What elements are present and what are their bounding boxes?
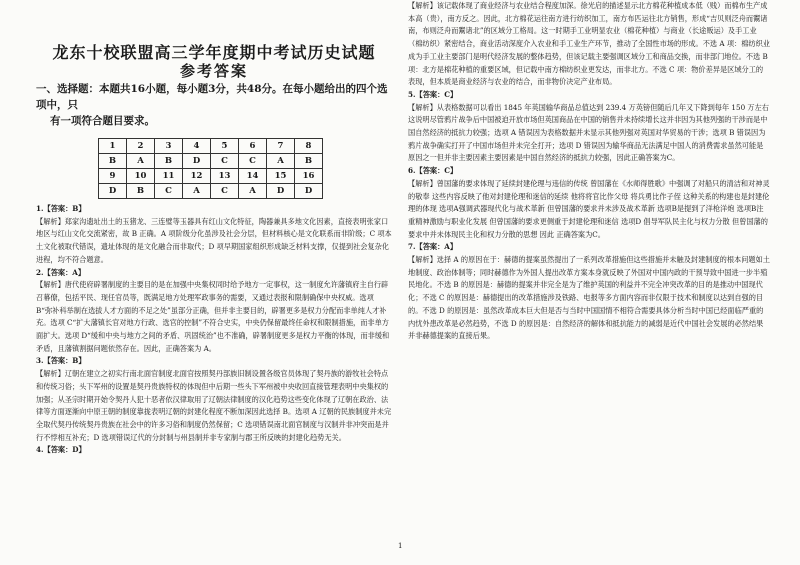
answer-cell: 11 [155, 169, 183, 184]
page-title: 龙东十校联盟高三学年度期中考试历史试题 [52, 43, 376, 62]
answer-cell: B [295, 154, 323, 169]
explanation-3: 【解析】辽朝在建立之初实行南北面官制度北面官按照契丹部族旧制设置各级官员体现了契丹族的游牧社会特点和传统习俗；头下军州的设置是契丹贵族特权的体现但中后期一些头下军州被中央收回直接管理表明中央集权的加强；从圣宗时期开始令契丹人犯十恶者依汉律取用了辽朝法律制度的汉化趋势这些变化体现了辽朝在政治、法律等方面逐渐向中原王朝的制度靠拢表明辽朝的封建化程度不断加深因此选择 B。选项 A 辽朝的民族制度并未完全取代契丹传统契丹贵族在社会中的许多习俗和制度仍然保留；C 选项错误南北面官制度与汉制并非冲突而是并行不悖相互补充；D 选项错误辽代的分封制与州县制并非专家制与郡王所反映的封建化趋势无关。 [36, 369, 392, 442]
answer-cell: 5 [211, 139, 239, 154]
answer-cell: D [267, 184, 295, 199]
answer-heading-6: 6.【答案：C】 [408, 166, 458, 176]
answer-cell: 7 [267, 139, 295, 154]
answer-cell: 6 [239, 139, 267, 154]
answer-table-row [99, 154, 323, 169]
section-heading-line2: 有一项符合题目要求。 [50, 115, 155, 127]
explanation-7: 【解析】选择 A 的原因在于：赫德的提案虽然提出了一系列改革措施但这些措施并未触及封建制度的根本问题如土地制度、政治体制等；同时赫德作为外国人提出改革方案本身就反映了外国对中国内政的干预导致中国进一步半殖民地化。不选 B 的原因是：赫德的提案并非完全是为了维护英国的利益并不完全冲突改革的目的是推动中国现代化；不选 C 的原因是：赫德提出的改革措施涉及铁路、电报等多方面内容而非仅限于技术和制度以达到自强的目的。不选 D 的原因是：虽然改革成本巨大但是否与当时中国国情不相符合需要具体分析当时中国已经面临严重的内忧外患改革是必然趋势，不选 D 的原因是：自然经济的解体和抵抗能力的减弱是近代中国社会发展的必然结果并非赫德提案的直接后果。 [408, 255, 770, 341]
answer-cell: A [127, 154, 155, 169]
explanation-4: 【解析】该记载体现了商业经济与农业结合程度加深。徐光启的描述显示北方棉花种植成本低（贱）而棉布生产成本高（贵），南方反之。因此，北方棉花运往南方进行纺织加工，南方布匹运往北方销售，形成“吉贝则泛舟而鬻诸南，布则泛舟而鬻诸北”的区域分工格局。这一时期手工业明显农业（棉花种植）与商业（长途贩运）及手工业（棉纺织）紧密结合，商业活动深度介入农业和手工业生产环节，推动了全国性市场的形成。不选 A 项：棉纺织业成为手工业主要部门是明代经济发展的整体趋势，但该记载主要强调区域分工和商品交换，而非部门地位。不选 B 项：北方是棉花种植的重要区域，但记载中南方棉纺织业更发达，而非北方。不选 C 项：物价差异是区域分工的表现，但本质是商业经济与农业的结合，而非物价决定产业布局。 [408, 1, 770, 87]
answer-cell: C [239, 154, 267, 169]
answer-cell: 3 [155, 139, 183, 154]
answer-heading-5: 5.【答案：C】 [408, 89, 458, 99]
answer-cell: D [183, 154, 211, 169]
answer-cell: B [127, 184, 155, 199]
answer-heading-2: 2.【答案：A】 [36, 267, 86, 277]
page-subtitle: 参考答案 [179, 62, 248, 80]
answer-cell: 16 [295, 169, 323, 184]
answer-cell: 4 [183, 139, 211, 154]
answer-heading-4: 4.【答案：D】 [36, 445, 86, 455]
answer-cell: B [99, 154, 127, 169]
answer-cell: 9 [99, 169, 127, 184]
answer-cell: 14 [239, 169, 267, 184]
answer-table-row [99, 184, 323, 199]
answer-cell: 8 [295, 139, 323, 154]
answer-table-row [99, 169, 323, 184]
answer-cell: 10 [127, 169, 155, 184]
answer-cell: 1 [99, 139, 127, 154]
explanation-5: 【解析】从表格数据可以看出 1845 年英国输华商品总值达到 239.4 万英镑但随后几年又下降到每年 150 万左右这说明尽管鸦片战争后中国被迫开放市场但英国商品在中国的销售并未持续增长这并非因为其他列强的干涉而是中国自然经济的抵抗力较强；选项 A 错误因为表格数据并未显示其他列强对英国对华贸易的干涉；选项 B 错误因为鸦片战争确实打开了中国市场但并未完全打开；选项 D 错误因为输华商品无法满足中国人的消费需求虽然可能是原因之一但并非主要因素主要因素是中国自然经济的抵抗力较强，因此正确答案为C。 [408, 102, 769, 163]
section-heading-line1: 一、选择题：本题共16小题，每小题3分，共48分。在每小题给出的四个选项中，只 [36, 83, 388, 111]
page-number: 1 [398, 542, 403, 550]
answer-cell: 15 [267, 169, 295, 184]
answer-cell: C [155, 184, 183, 199]
answer-cell: B [155, 154, 183, 169]
answer-cell: A [183, 184, 211, 199]
answer-cell: A [267, 154, 295, 169]
answer-cell: D [295, 184, 323, 199]
answer-cell: D [99, 184, 127, 199]
explanation-2: 【解析】唐代使府辟署制度的主要目的是在加强中央集权同时给予地方一定事权，这一制度允许藩镇府主自行辟召幕僚，包括平民、现任官员等，既满足地方处理军政事务的需要，又通过表报和限制确保中央权威。选项 B“弥补科举制在选拔人才方面的不足之处”虽部分正确，但并非主要目的，辟署更多是权力分配而非单纯人才补充。选项 C“扩大藩镇长官对地方行政、选官的控制”不符合史实，中央仍保留最终任命权和限制措施，而非单方面扩大。选项 D“缓和中央与地方之间的矛盾、巩固统治”也不准确，辟署制度更多是权力平衡的体现，而非缓和矛盾，且藩镇割据问题依然存在。因此，正确答案为 A。 [36, 280, 390, 353]
section-heading [36, 81, 392, 129]
left-column [36, 0, 392, 457]
explanation-1: 【解析】郑家沟遗址出土的玉猪龙、三连璧等玉器具有红山文化特征，陶器兼具多地文化因素，直接表明张家口地区与红山文化交流紧密，故 B 正确。A 项阶级分化虽涉及社会分层，但材料核心是文化联系而非阶级；C 项本土文化被取代错误，遗址体现的是文化融合而非取代；D 项早期国家组织形成缺乏材料支撑，仅提到社会复杂化进程，均不符合题意。 [36, 216, 392, 264]
answer-heading-3: 3.【答案：B】 [36, 356, 86, 366]
answer-cell: C [211, 154, 239, 169]
answer-heading-1: 1.【答案：B】 [36, 204, 86, 213]
answer-cell: 13 [211, 169, 239, 184]
explanation-6: 【解析】曾国藩的要求体现了延续封建伦理与违信的传统 曾国藩在《水师得胜歌》中强调了对船只的清洁和对神灵的敬奉 这些内容反映了他对封建伦理和迷信的延续 他将将官比作父母 将兵勇比作子侄 这种关系的构建也是封建伦理的体现 选项A强调武器现代化与战术革新 但曾国藩的要求并未涉及战术革新 选项B是提到了洋枪洋炮 选项B注重精神激励与职业化发展 但曾国藩的要求更侧重于封建伦理和迷信 选项D 倡导军队民主化与权力分散 但曾国藩的要求中并未体现民主化和权力分散的思想 因此 正确答案为C。 [408, 178, 770, 239]
answer-cell: 12 [183, 169, 211, 184]
answer-table [98, 138, 323, 199]
right-column [408, 0, 770, 343]
answer-cell: A [239, 184, 267, 199]
answer-heading-7: 7.【答案：A】 [408, 242, 458, 252]
answer-cell: C [211, 184, 239, 199]
answer-table-row [99, 139, 323, 154]
answer-cell: 2 [127, 139, 155, 154]
